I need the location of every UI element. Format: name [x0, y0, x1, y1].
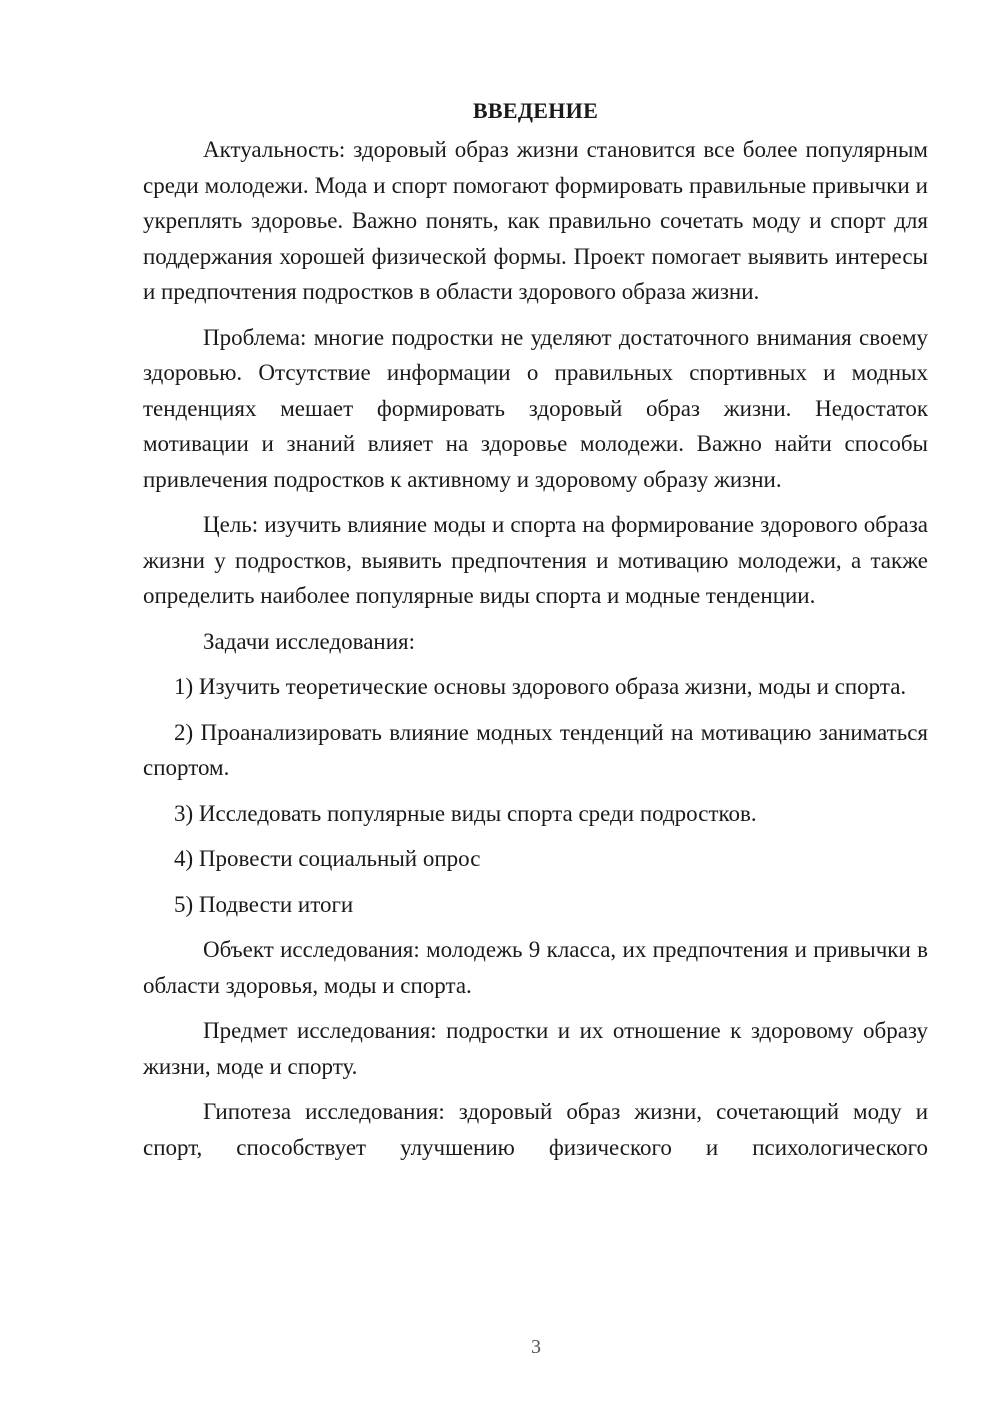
task-item-1: 1) Изучить теоретические основы здорового образа жизни, моды и спорта.	[174, 674, 907, 699]
paragraph-hypothesis: Гипотеза исследования: здоровый образ жизни, сочетающий моду и спорт, способствует улучшению физического и психологического	[143, 1099, 928, 1160]
paragraph-problem: Проблема: многие подростки не уделяют достаточного внимания своему здоровью. Отсутствие информации о правильных спортивных и модных тенденциях мешает формировать здоровый образ жизни. Недостаток мотивации и знаний влияет на здоровье молодежи. Важно найти способы привлечения подростков к активному и здоровому образу жизни.	[143, 324, 928, 492]
paragraph-subject: Предмет исследования: подростки и их отношение к здоровому образу жизни, моде и спорту.	[143, 1018, 928, 1079]
page-content	[143, 96, 928, 1175]
paragraph-object: Объект исследования: молодежь 9 класса, их предпочтения и привычки в области здоровья, моды и спорта.	[143, 937, 928, 998]
task-item-5: 5) Подвести итоги	[174, 891, 354, 917]
task-item-2: 2) Проанализировать влияние модных тенденций на мотивацию заниматься спортом.	[143, 719, 928, 780]
tasks-title: Задачи исследования:	[203, 628, 416, 654]
page-number: 3	[531, 1336, 541, 1358]
task-item-3: 3) Исследовать популярные виды спорта среди подростков.	[174, 800, 757, 826]
paragraph-relevance: Актуальность: здоровый образ жизни становится все более популярным среди молодежи. Мода и спорт помогают формировать правильные привычки и укреплять здоровье. Важно понять, как правильно сочетать моду и спорт для поддержания хорошей физической формы. Проект помогает выявить интересы и предпочтения подростков в области здорового образа жизни.	[143, 137, 928, 304]
paragraph-goal: Цель: изучить влияние моды и спорта на формирование здорового образа жизни у подростков, выявить предпочтения и мотивацию молодежи, а также определить наиболее популярные виды спорта и модные тенденции.	[143, 512, 928, 608]
section-heading: ВВЕДЕНИЕ	[472, 98, 599, 123]
task-item-4: 4) Провести социальный опрос	[174, 846, 481, 871]
